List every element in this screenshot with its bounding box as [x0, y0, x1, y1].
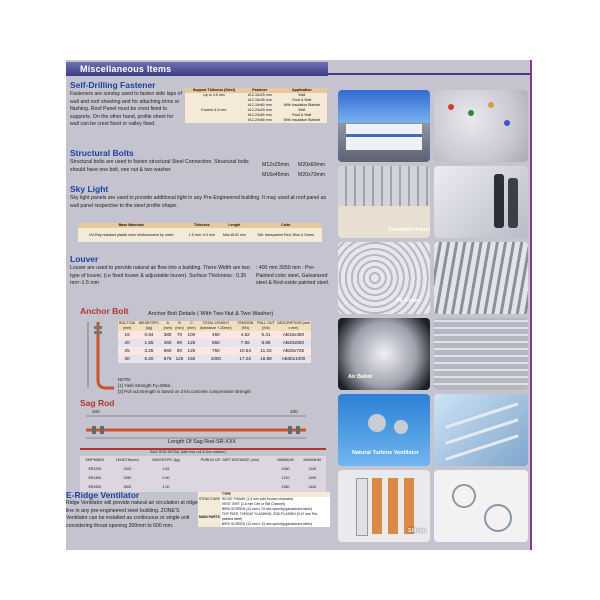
- fastener-col-1: Support Thikness (Steel): [185, 88, 243, 93]
- structural-bolts-text: Structural bolts are used to fasten structural Steel Connection. Structural bolts should have one bolt, one nut & two washer.: [70, 159, 249, 173]
- table-cell: 150: [185, 355, 197, 363]
- table-cell: [187, 465, 273, 474]
- table-cell: 460: [162, 339, 174, 347]
- table-cell: Max.8100 mm: [219, 228, 250, 242]
- table-cell: AB16x450: [276, 331, 311, 339]
- table-cell: [187, 483, 273, 492]
- table-cell: BIRD SCREEN (13 mm x 13 mm opening galvanized mesh): [221, 522, 330, 527]
- louver-photo: [434, 242, 528, 314]
- table-row: [118, 347, 311, 355]
- turbine-label: Natural Turbine Ventilator: [352, 450, 419, 456]
- table-cell: [187, 474, 273, 483]
- anchor-col: A (mm): [163, 321, 172, 330]
- table-cell: 17.02: [234, 355, 256, 363]
- table-cell: 100: [185, 331, 197, 339]
- ridge-text: Ridge Ventilator will provide natural air circulation at ridge line in any pre-engineered steel building. ZONE'S Ventilator can be installed as continuous or single unit considering throat opening 300mm to 600 mm.: [66, 500, 198, 529]
- self-drilling-heading: Self-Drilling Fastener: [70, 80, 156, 90]
- anchor-bolt-drawing: [84, 318, 118, 394]
- fastener-table: [185, 88, 327, 123]
- structural-bolts-heading: Structural Bolts: [70, 148, 134, 158]
- table-cell: UV-Ray resistant plastic resin reinforcement by mesh: [78, 228, 185, 242]
- table-cell: 1.55: [136, 339, 162, 347]
- sag-col: MINIMUM: [277, 458, 294, 462]
- table-row: [118, 331, 311, 339]
- louver-heading: Louver: [70, 254, 99, 264]
- bolt-size: M12x25mm: [262, 162, 290, 168]
- table-cell: With Insulation Blanket: [277, 118, 327, 123]
- sag-rod-nut: [296, 426, 300, 434]
- table-cell: 660: [162, 347, 174, 355]
- bolts-photo: [434, 166, 528, 238]
- louver-text: Louver are used to provide natural air flow into a building. There Width are two type of louver, (i.e fixed louver & adjustable louver). Surface Thickness : 0.35 mm~1.5 mm: [70, 265, 250, 287]
- anchor-col: PULL OUT (KN): [257, 321, 275, 330]
- table-cell: 1360: [281, 485, 290, 489]
- skylight-col: Thikness: [185, 223, 220, 228]
- table-cell: 875: [162, 355, 174, 363]
- table-cell: 1500: [123, 485, 132, 489]
- self-drilling-text: Fasteners are sunday used to fasten side laps of wall and roof sheeting and for attaching trims or flashing. Roof Panel must be crest fixed to supports. On the other hand, profile sheet for wall can be crest fixed or valley fixed.: [70, 91, 182, 128]
- table-cell: 30: [118, 355, 136, 363]
- table-cell: 90: [174, 347, 186, 355]
- bolt-size: M20x70mm: [298, 172, 326, 178]
- table-cell: 1440: [308, 485, 317, 489]
- table-cell: [198, 522, 221, 527]
- anchor-col: WEIGHT/PC (kg): [136, 321, 162, 331]
- table-cell: 0.84: [136, 331, 162, 339]
- table-cell: 1200: [123, 467, 132, 471]
- table-cell: #12-16x25 mm: [243, 93, 277, 98]
- table-cell: 1.5 mm~4.0 mm: [185, 228, 220, 242]
- skylight-col: Base Materials: [78, 223, 185, 228]
- anchor-bolt-heading: Anchor Bolt: [80, 306, 129, 316]
- table-cell: STRUCTURE: [199, 497, 220, 501]
- table-cell: AB30x1000: [276, 355, 311, 363]
- table-cell: 125: [185, 347, 197, 355]
- skylight-col: Color: [250, 223, 322, 228]
- anchor-col: TOTAL LENGHT (tolerance +-20mm): [197, 321, 234, 331]
- bolt-size: M16x45mm: [262, 172, 290, 178]
- table-cell: 0.90: [162, 476, 170, 480]
- anchor-col: B (mm): [175, 321, 184, 330]
- anchor-note: [1] Yield Strength Fy=60ksi.: [118, 383, 172, 388]
- sag-length-label: Length Of Sag Rod-SR-XXX: [168, 439, 237, 445]
- table-cell: 1350: [123, 476, 132, 480]
- table-cell: TOP PATE, THROAT FLASHING, END FLASHIN (0.47 mm Pre-painted steel): [221, 512, 330, 522]
- fasteners-photo: [434, 90, 528, 162]
- table-cell: 380: [162, 331, 174, 339]
- sag-rods-photo: [434, 394, 528, 466]
- table-cell: 16: [118, 331, 136, 339]
- anchor-note: [2] Pull out strength is based on 3 ksi concrete compressive strength: [118, 389, 251, 394]
- table-row: [80, 465, 326, 474]
- sag-rod-nut: [100, 426, 104, 434]
- table-cell: Std. transparent Red, Blue & Green: [250, 228, 322, 242]
- table-cell: #12-16x60 mm: [243, 103, 277, 108]
- building-photo: [338, 90, 430, 162]
- sag-rod-nut: [92, 426, 96, 434]
- table-cell: 8.88: [256, 339, 276, 347]
- sandwich-label: Sandwich Panel: [388, 227, 430, 233]
- table-cell: 10.54: [234, 347, 256, 355]
- table-cell: 0.81: [162, 467, 170, 471]
- pefoam-label: PE-Foam: [396, 298, 420, 304]
- table-cell: Roof & Wall: [277, 113, 327, 118]
- skylight-col: Length: [219, 223, 250, 228]
- table-cell: 125: [185, 339, 197, 347]
- anchor-table-title: Anchor Bolt Details ( With Two Nut & Two Washer): [148, 311, 274, 317]
- page-title: Miscellaneous Items: [66, 62, 328, 76]
- anchor-nut: [94, 331, 102, 334]
- table-cell: #12-24x50 mm: [243, 113, 277, 118]
- sky-light-text: Sky light panels are used to provide additional light in any Pre-Engineered building. It may used at roof panel as wall panel respective to the steel profile shape.: [70, 195, 327, 209]
- louver-panel-photo: [434, 318, 528, 390]
- table-cell: #12-24x65 mm: [243, 118, 277, 123]
- table-cell: With Insulation Blanket: [277, 103, 327, 108]
- table-row: [118, 339, 311, 347]
- table-cell: AB20x550: [276, 339, 311, 347]
- table-cell: 1210: [281, 476, 290, 480]
- table-cell: 20: [118, 339, 136, 347]
- ridge-table: [198, 492, 330, 527]
- sag-dim-right: 100: [290, 409, 298, 414]
- table-cell: 1140: [308, 467, 317, 471]
- table-cell: Wall: [277, 93, 327, 98]
- sky-light-heading: Sky Light: [70, 184, 109, 194]
- anchor-nut: [94, 326, 102, 329]
- anchor-col: TENSION (KN): [234, 321, 256, 331]
- sag-table-title: SAG ROD DETAIL (with four nut & four washer): [150, 450, 226, 454]
- title-rule: [328, 73, 530, 75]
- fastener-col-3: Application: [277, 88, 327, 93]
- table-cell: 1.00: [162, 485, 170, 489]
- table-cell: SR1200: [88, 467, 102, 471]
- table-cell: 550: [197, 339, 234, 347]
- airbabol-label: Air Babol: [348, 374, 373, 380]
- table-cell: 90: [174, 339, 186, 347]
- anchor-bolt-table: [118, 321, 311, 363]
- anchor-col: DESCRIPTION (mm x mm): [277, 321, 310, 330]
- table-cell: 70: [174, 331, 186, 339]
- table-cell: 5.41: [256, 331, 276, 339]
- sag-rod-heading: Sag Rod: [80, 398, 115, 408]
- table-cell: 450: [197, 331, 234, 339]
- anchor-bolt-hook: [98, 380, 114, 388]
- table-cell: 7.56: [234, 339, 256, 347]
- table-cell: VENT GRIT (1.6 mm Cee or Bel Channel): [221, 502, 330, 507]
- table-cell: #12-16x35 mm: [243, 98, 277, 103]
- table-cell: AB25x725: [276, 347, 311, 355]
- table-cell: 16.88: [256, 355, 276, 363]
- sag-col: MAXIMUM: [303, 458, 321, 462]
- table-row: [80, 474, 326, 483]
- anchor-col: C (mm): [187, 321, 196, 330]
- anchor-col: BOLT DIA (mm): [119, 321, 136, 330]
- skylight-table: [78, 223, 322, 242]
- table-cell: Wall: [277, 108, 327, 113]
- table-cell: [185, 118, 243, 123]
- ridge-heading: E-Ridge Ventilator: [66, 490, 140, 500]
- hardware-photo: [434, 470, 528, 542]
- table-cell: 750: [197, 347, 234, 355]
- sag-col: SHIPMARK: [85, 458, 105, 462]
- silicon-label: Silicon: [408, 528, 427, 534]
- table-cell: 1000: [197, 355, 234, 363]
- table-cell: SR1500: [88, 485, 102, 489]
- bolt-size: M20x60mm: [298, 162, 326, 168]
- table-cell: 11.03: [256, 347, 276, 355]
- sag-dim-left: 100: [92, 409, 100, 414]
- sag-col: WEIGHT/PC (kg): [152, 458, 180, 462]
- table-cell: 125: [174, 355, 186, 363]
- table-cell: Exceed 4.5 mm: [185, 108, 243, 113]
- table-cell: 1060: [281, 467, 290, 471]
- table-cell: 25: [118, 347, 136, 355]
- fastener-col-2: Fastener: [243, 88, 277, 93]
- table-cell: SR1350: [88, 476, 102, 480]
- table-cell: 4.62: [234, 331, 256, 339]
- table-cell: RIDGE FRAME (1.6 mm cold formed channels): [221, 497, 330, 502]
- sag-col: LENGTH(mm): [115, 458, 139, 462]
- table-row: [118, 355, 311, 363]
- table-cell: 1290: [308, 476, 317, 480]
- sag-rod-table: [80, 456, 326, 492]
- ridge-type-header: TYPE: [221, 492, 330, 497]
- table-cell: Up to 4.5 mm: [185, 93, 243, 98]
- table-cell: 3.25: [136, 347, 162, 355]
- anchor-note-title: NOTE:: [118, 377, 132, 382]
- table-cell: BIRD SCREEN (13 mm x 13 mm opening galvanized mesh): [221, 507, 330, 512]
- table-cell: 6.20: [136, 355, 162, 363]
- louver-specs: : 400 mm 3050 mm : Pre-Painted color steel, Galvanized steel & Red-oxide painted steel.: [256, 265, 330, 287]
- sag-rod-nut: [288, 426, 292, 434]
- table-cell: MAIN PARTS: [198, 512, 221, 522]
- table-cell: #12-24x25 mm: [243, 108, 277, 113]
- table-cell: Roof & Wall: [277, 98, 327, 103]
- sag-col: PURLIN C/F. GIRT DISTANCE (mm): [200, 458, 259, 462]
